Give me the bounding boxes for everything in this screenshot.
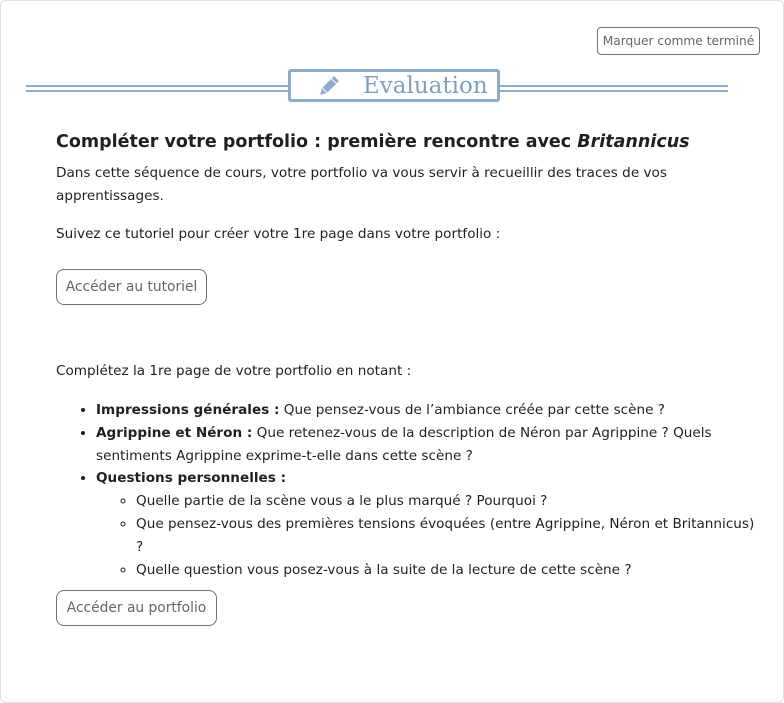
sub-list [96, 490, 756, 581]
divider-left-bottom [26, 90, 289, 92]
list-item [96, 467, 756, 581]
divider-left-top [26, 85, 289, 87]
sub-list-item: ◦ Que pensez-vous des premières tensions évoquées (entre Agrippine, Néron et Britannicus) ? [136, 513, 756, 559]
title-text: Compléter votre portfolio : première rencontre avec [56, 132, 578, 152]
page-title [56, 132, 690, 152]
portfolio-checklist [56, 399, 756, 581]
intro-text: Dans cette séquence de cours, votre portfolio va vous servir à recueillir des traces de vos apprentissages. [56, 165, 667, 204]
divider-right-bottom [499, 90, 728, 92]
tutorial-prompt: Suivez ce tutoriel pour créer votre 1re page dans votre portfolio : [56, 226, 501, 242]
item-label: Questions personnelles : [96, 470, 287, 487]
item-label: Agrippine et Néron : [96, 424, 253, 441]
instructions-text: Complétez la 1re page de votre portfolio en notant : [56, 363, 412, 379]
sub-list-item: ◦ Quelle partie de la scène vous a le plus marqué ? Pourquoi ? [136, 490, 756, 513]
item-label: Impressions générales : [96, 402, 280, 418]
sub-list-item: ◦ Quelle question vous posez-vous à la suite de la lecture de cette scène ? [136, 559, 756, 582]
list-item [96, 422, 756, 468]
tutorial-button[interactable]: Accéder au tutoriel [56, 269, 207, 305]
pencil-icon [316, 75, 340, 99]
mark-as-done-button[interactable]: Marquer comme terminé [597, 27, 760, 55]
item-text: Que retenez-vous de la description de Néron par Agrippine ? Quels sentiments Agrippine exprime-t-elle dans cette scène ? [96, 424, 712, 464]
item-text: Que pensez-vous de l’ambiance créée par cette scène ? [279, 402, 666, 418]
evaluation-badge [288, 69, 500, 102]
divider-right-top [499, 85, 728, 87]
portfolio-button[interactable]: Accéder au portfolio [56, 590, 217, 626]
title-italic: Britannicus [577, 132, 690, 152]
list-item [96, 399, 756, 422]
badge-label: Evaluation [363, 73, 488, 99]
